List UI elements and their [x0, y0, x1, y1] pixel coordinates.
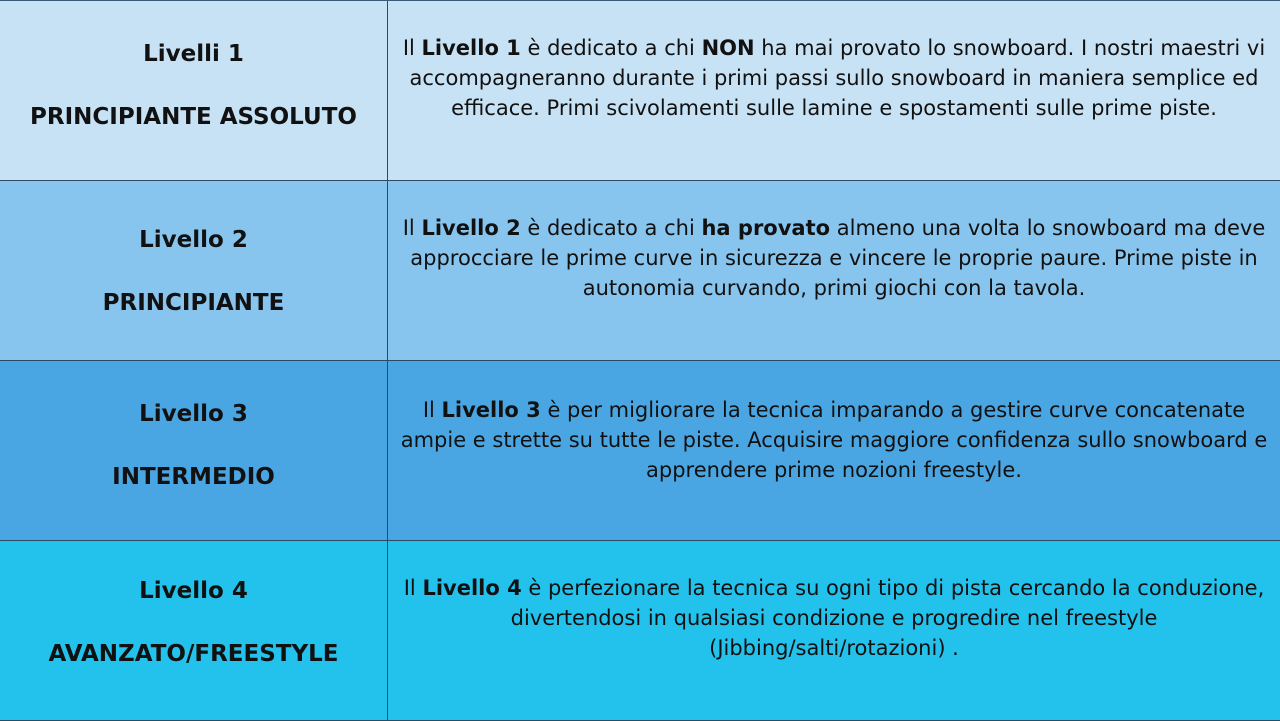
level-title-cell — [0, 541, 388, 720]
level-description — [388, 181, 1280, 360]
desc-text: Il — [422, 398, 442, 422]
level-description — [388, 361, 1280, 540]
level-row-4 — [0, 541, 1280, 721]
level-label: Livello 2 — [139, 227, 248, 253]
desc-text: almeno una volta lo snowboard ma deve approcciare le prime curve in sicurezza e vincere le proprie paure. Prime piste in autonomia curvando, primi giochi con la tavola. — [410, 216, 1266, 300]
desc-bold: Livello 1 — [421, 36, 521, 60]
level-label: Livello 4 — [139, 578, 248, 604]
level-name: INTERMEDIO — [112, 464, 275, 490]
level-title-cell — [0, 181, 388, 360]
desc-text: ha mai provato lo snowboard. I nostri maestri vi accompagneranno durante i primi passi sullo snowboard in maniera semplice ed efficace. Primi scivolamenti sulle lamine e spostamenti sulle prime piste. — [409, 36, 1266, 120]
level-name: PRINCIPIANTE — [102, 290, 285, 316]
desc-text: è dedicato a chi — [520, 36, 702, 60]
desc-bold: NON — [701, 36, 755, 60]
level-row-2 — [0, 181, 1280, 361]
level-row-1 — [0, 1, 1280, 181]
desc-text: è dedicato a chi — [520, 216, 702, 240]
desc-text: è per migliorare la tecnica imparando a gestire curve concatenate ampie e strette su tutte le piste. Acquisire maggiore confidenza sullo snowboard e apprendere prime nozioni freestyle. — [400, 398, 1268, 482]
level-name: PRINCIPIANTE ASSOLUTO — [30, 104, 357, 130]
level-name: AVANZATO/FREESTYLE — [48, 641, 339, 667]
level-label: Livello 3 — [139, 401, 248, 427]
level-label: Livelli 1 — [143, 41, 244, 67]
desc-bold: Livello 2 — [421, 216, 521, 240]
level-row-3 — [0, 361, 1280, 541]
level-title-cell — [0, 1, 388, 180]
desc-bold: ha provato — [701, 216, 831, 240]
level-description — [388, 541, 1280, 720]
desc-text: è perfezionare la tecnica su ogni tipo di pista cercando la conduzione, divertendosi in qualsiasi condizione e progredire nel freestyle (Jibbing/salti/rotazioni) . — [510, 576, 1265, 660]
level-title-cell — [0, 361, 388, 540]
desc-text: Il — [403, 576, 423, 600]
desc-text: Il — [402, 36, 422, 60]
desc-bold: Livello 4 — [422, 576, 522, 600]
desc-text: Il — [402, 216, 422, 240]
level-description — [388, 1, 1280, 180]
desc-bold: Livello 3 — [441, 398, 541, 422]
